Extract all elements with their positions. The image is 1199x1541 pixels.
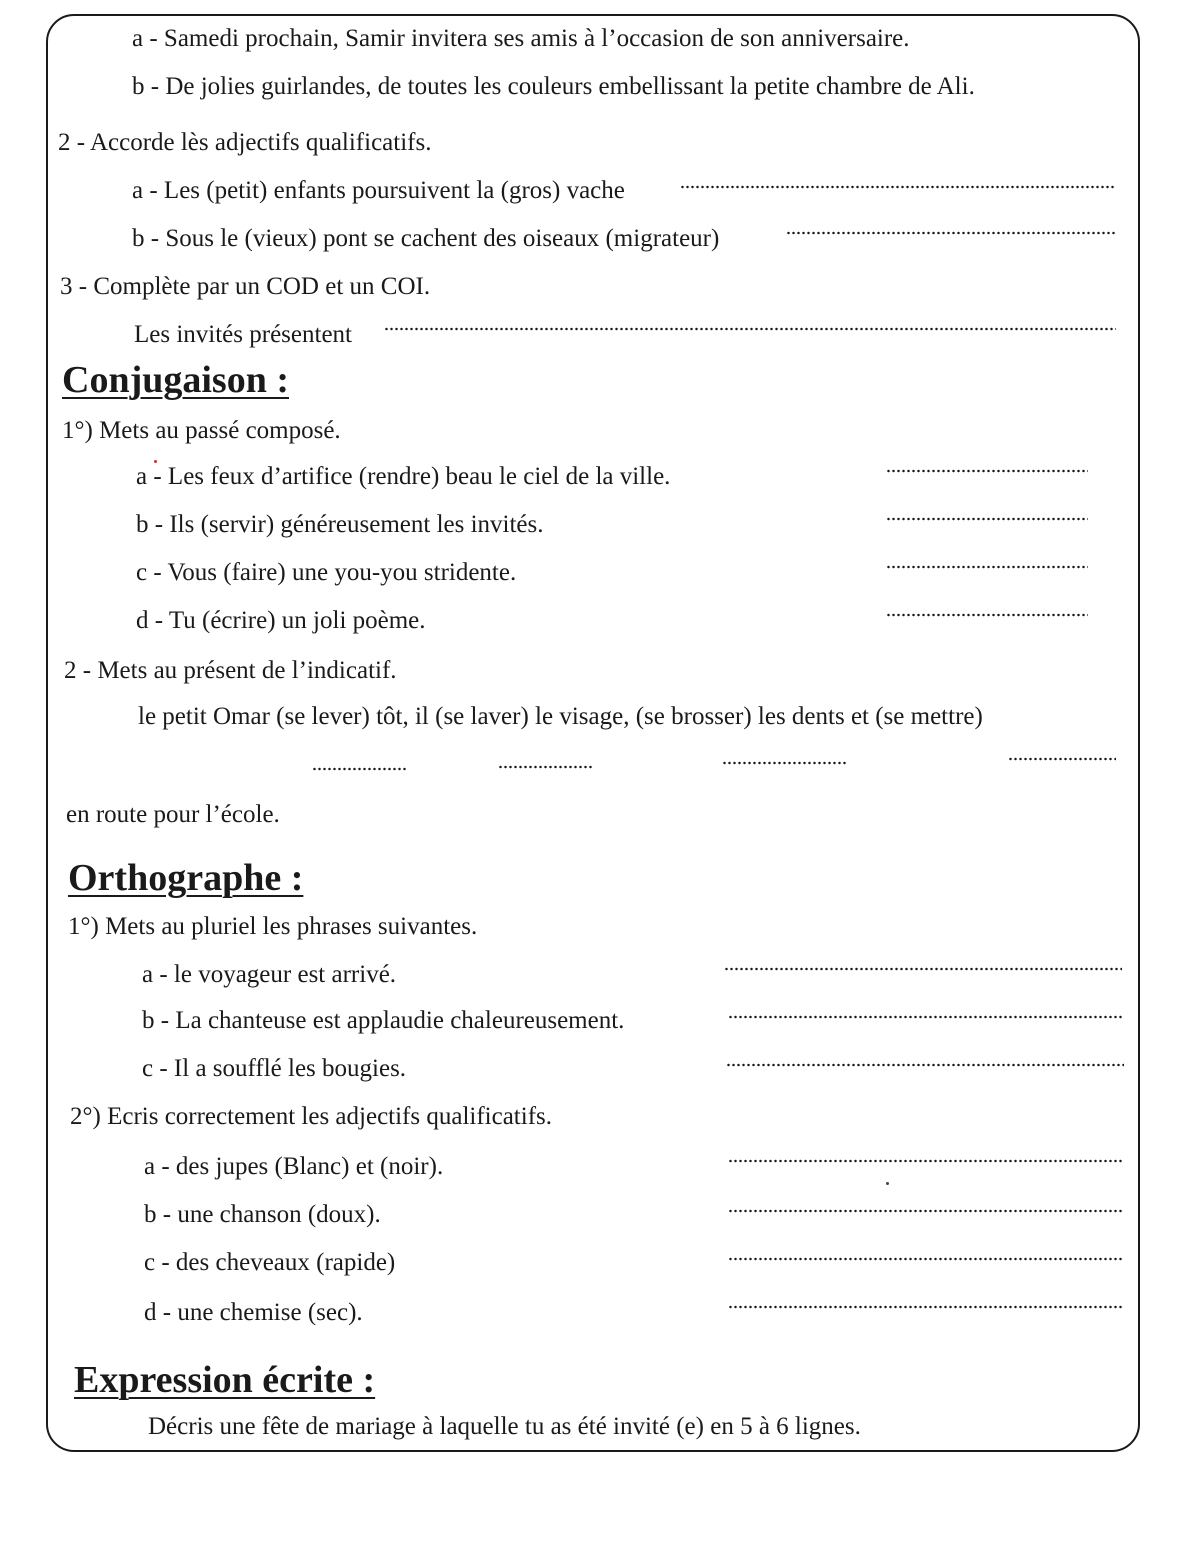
answer-line[interactable] <box>886 468 1088 474</box>
answer-line[interactable] <box>722 760 846 766</box>
section-heading-orthographe: Orthographe : <box>68 857 304 899</box>
ortho-q2-title: 2°) Ecris correctement les adjectifs qualificatifs. <box>70 1103 553 1130</box>
conj-q1-item-b: b - Ils (servir) généreusement les invités. <box>136 511 544 538</box>
conj-q1-item-a: a - Les feux d’artifice (rendre) beau le ciel de la ville. <box>136 463 671 490</box>
answer-line[interactable] <box>498 764 592 770</box>
ortho-q1-title: 1°) Mets au pluriel les phrases suivantes. <box>68 913 478 940</box>
answer-line[interactable] <box>728 1208 1124 1214</box>
conj-q1-title: 1°) Mets au passé composé. <box>62 417 341 444</box>
conj-q2-title: 2 - Mets au présent de l’indicatif. <box>64 657 397 684</box>
ortho-q2-item-d: d - une chemise (sec). <box>144 1299 363 1326</box>
answer-line[interactable] <box>680 184 1116 190</box>
grammar-item-a: a - Samedi prochain, Samir invitera ses amis à l’occasion de son anniversaire. <box>132 25 910 52</box>
answer-line[interactable] <box>728 1304 1124 1310</box>
ortho-q1-item-b: b - La chanteuse est applaudie chaleureusement. <box>142 1007 625 1034</box>
expression-prompt: Décris une fête de mariage à laquelle tu as été invité (e) en 5 à 6 lignes. <box>148 1413 861 1440</box>
conj-q1-item-c: c - Vous (faire) une you-you stridente. <box>136 559 517 586</box>
ortho-q2-item-b: b - une chanson (doux). <box>144 1201 381 1228</box>
grammar-q2-title: 2 - Accorde lès adjectifs qualificatifs. <box>58 129 432 156</box>
grammar-q3-title: 3 - Complète par un COD et un COI. <box>60 273 431 300</box>
ortho-q1-item-a: a - le voyageur est arrivé. <box>142 961 397 988</box>
ortho-q2-item-a: a - des jupes (Blanc) et (noir). <box>144 1153 444 1180</box>
answer-line[interactable] <box>728 1014 1124 1020</box>
answer-line[interactable] <box>728 1256 1124 1262</box>
grammar-q3-prompt: Les invités présentent <box>134 321 352 348</box>
scan-speck <box>886 1182 889 1185</box>
answer-line[interactable] <box>886 564 1088 570</box>
grammar-q2-item-a: a - Les (petit) enfants poursuivent la (gros) vache <box>132 177 625 204</box>
ortho-q2-item-c: c - des cheveaux (rapide) <box>144 1249 396 1276</box>
answer-line[interactable] <box>886 516 1088 522</box>
section-heading-expression: Expression écrite : <box>74 1359 376 1401</box>
scan-speck <box>154 460 157 463</box>
answer-line[interactable] <box>726 1062 1124 1068</box>
section-heading-conjugaison: Conjugaison : <box>62 359 289 401</box>
conj-q2-end: en route pour l’école. <box>66 801 280 828</box>
answer-line[interactable] <box>1008 756 1116 762</box>
answer-line[interactable] <box>728 1158 1124 1164</box>
conj-q2-sentence: le petit Omar (se lever) tôt, il (se laver) le visage, (se brosser) les dents et (se mettre) <box>138 703 983 730</box>
conj-q1-item-d: d - Tu (écrire) un joli poème. <box>136 607 426 634</box>
answer-line[interactable] <box>786 230 1116 236</box>
answer-line[interactable] <box>312 766 406 772</box>
ortho-q1-item-c: c - Il a soufflé les bougies. <box>142 1055 407 1082</box>
grammar-item-b: b - De jolies guirlandes, de toutes les couleurs embellissant la petite chambre de Ali. <box>132 73 975 100</box>
answer-line[interactable] <box>886 612 1088 618</box>
answer-line[interactable] <box>724 966 1122 972</box>
grammar-q2-item-b: b - Sous le (vieux) pont se cachent des oiseaux (migrateur) <box>132 225 720 252</box>
answer-line[interactable] <box>384 326 1116 332</box>
